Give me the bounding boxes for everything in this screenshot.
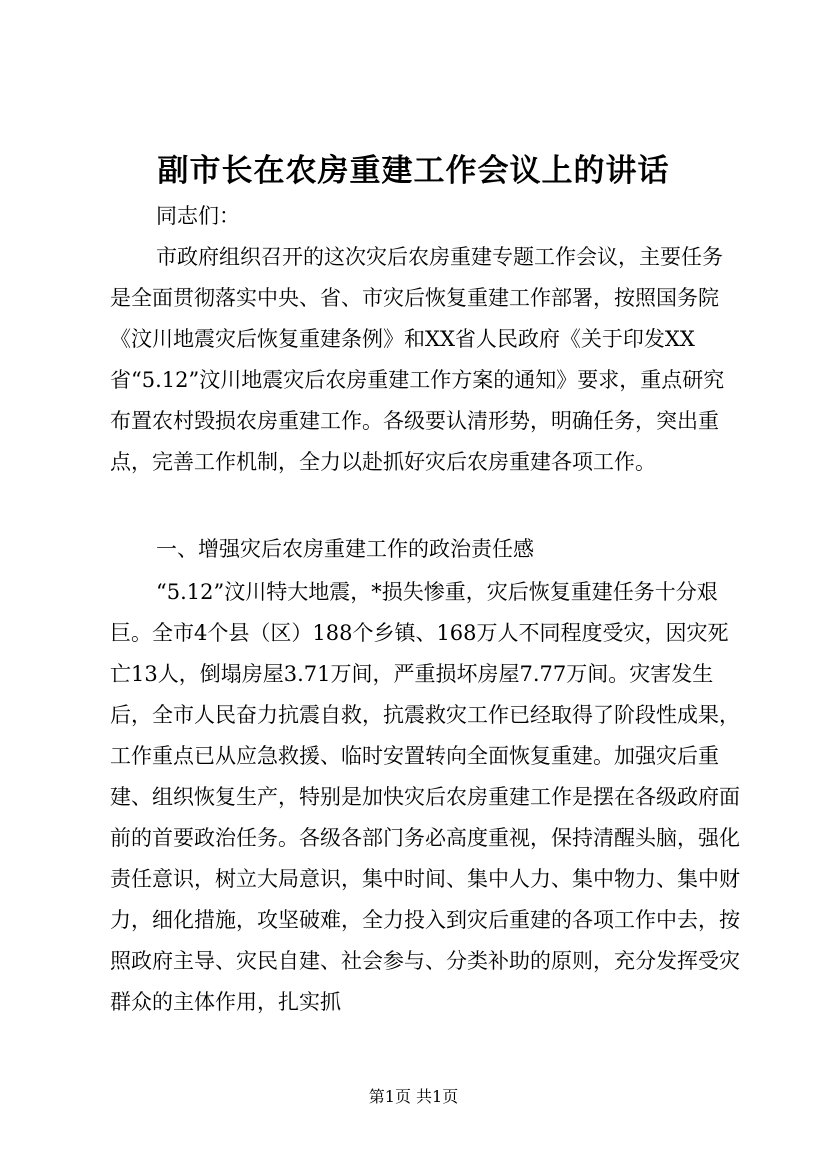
document-title: 副市长在农房重建工作会议上的讲话 <box>157 153 670 189</box>
salutation: 同志们： <box>156 204 240 228</box>
section-heading: 一、增强灾后农房重建工作的政治责任感 <box>156 537 534 561</box>
page-footer: 第1页 共1页 <box>368 1087 459 1106</box>
paragraph-body: “5.12”汶川特大地震，*损失惨重，灾后恢复重建任务十分艰巨。全市4个县（区）188个乡镇、168万人不同程度受灾，因灾死亡13人，倒塌房屋3.71万间，严重损坏房屋7.77万间。灾害发生后，全市人民奋力抗震自救，抗震救灾工作已经取得了阶段性成果，工作重点已从应急救援、临时安置转向全面恢复重建。加强灾后重建、组织恢复生产，特别是加快灾后农房重建工作是摆在各级政府面前的首要政治任务。各级各部门务必高度重视，保持清醒头脑，强化责任意识，树立大局意识，集中时间、集中人力、集中物力、集中财力，细化措施，攻坚破难，全力投入到灾后重建的各项工作中去，按照政府主导、灾民自建、社会参与、分类补助的原则，充分发挥受灾群众的主体作用，扎实抓 <box>110 580 740 1014</box>
paragraph-intro: 市政府组织召开的这次灾后农房重建专题工作会议，主要任务是全面贯彻落实中央、省、市灾后恢复重建工作部署，按照国务院《汶川地震灾后恢复重建条例》和XX省人民政府《关于印发XX省“5.12”汶川地震灾后农房重建工作方案的通知》要求，重点研究布置农村毁损农房重建工作。各级要认清形势，明确任务，突出重点，完善工作机制，全力以赴抓好灾后农房重建各项工作。 <box>110 245 725 474</box>
